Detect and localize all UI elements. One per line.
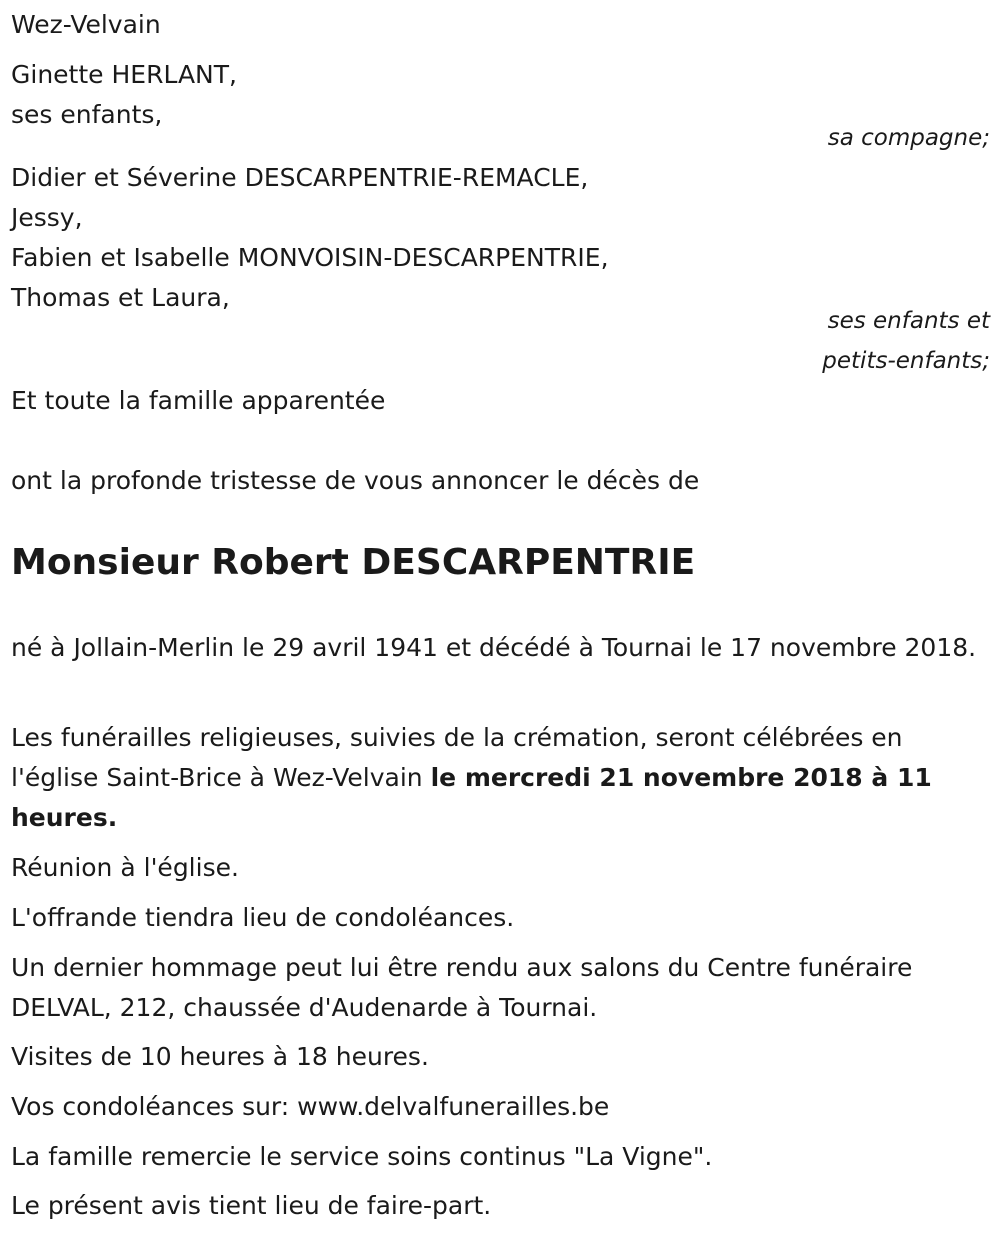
location-header: Wez-Velvain (11, 10, 161, 39)
notice-info: Le présent avis tient lieu de faire-part. (11, 1191, 492, 1220)
child-line: Jessy, (11, 203, 83, 232)
tribute-info: Un dernier hommage peut lui être rendu aux salons du Centre funéraire DELVAL, 212, chaussée d'Audenarde à Tournai. (11, 953, 913, 1022)
offering-info: L'offrande tiendra lieu de condoléances. (11, 903, 515, 932)
deceased-name: Monsieur Robert DESCARPENTRIE (11, 542, 696, 583)
visits-info: Visites de 10 heures à 18 heures. (11, 1042, 429, 1071)
children-role-line2: petits-enfants; (822, 348, 990, 374)
child-line: Fabien et Isabelle MONVOISIN-DESCARPENTRIE, (11, 243, 609, 272)
birth-death-info: né à Jollain-Merlin le 29 avril 1941 et décédé à Tournai le 17 novembre 2018. (11, 633, 977, 662)
thanks-info: La famille remercie le service soins continus "La Vigne". (11, 1142, 713, 1171)
partner-role: sa compagne; (827, 125, 990, 151)
partner-children-note: ses enfants, (11, 100, 163, 129)
children-role-line1: ses enfants et (827, 308, 990, 334)
funeral-info (11, 718, 986, 838)
meeting-info: Réunion à l'église. (11, 853, 239, 882)
funeral-intro: Les funérailles religieuses, suivies de la crémation, seront célébrées en l'église Saint-Brice à Wez-Velvain (11, 723, 903, 792)
child-line: Thomas et Laura, (11, 283, 230, 312)
child-line: Didier et Séverine DESCARPENTRIE-REMACLE, (11, 163, 589, 192)
extended-family: Et toute la famille apparentée (11, 386, 386, 415)
condolences-info: Vos condoléances sur: www.delvalfunerailles.be (11, 1092, 610, 1121)
funeral-datetime: le mercredi 21 novembre 2018 à 11 heures. (11, 763, 932, 832)
announcement-text: ont la profonde tristesse de vous annoncer le décès de (11, 466, 700, 495)
partner-name: Ginette HERLANT, (11, 60, 237, 89)
